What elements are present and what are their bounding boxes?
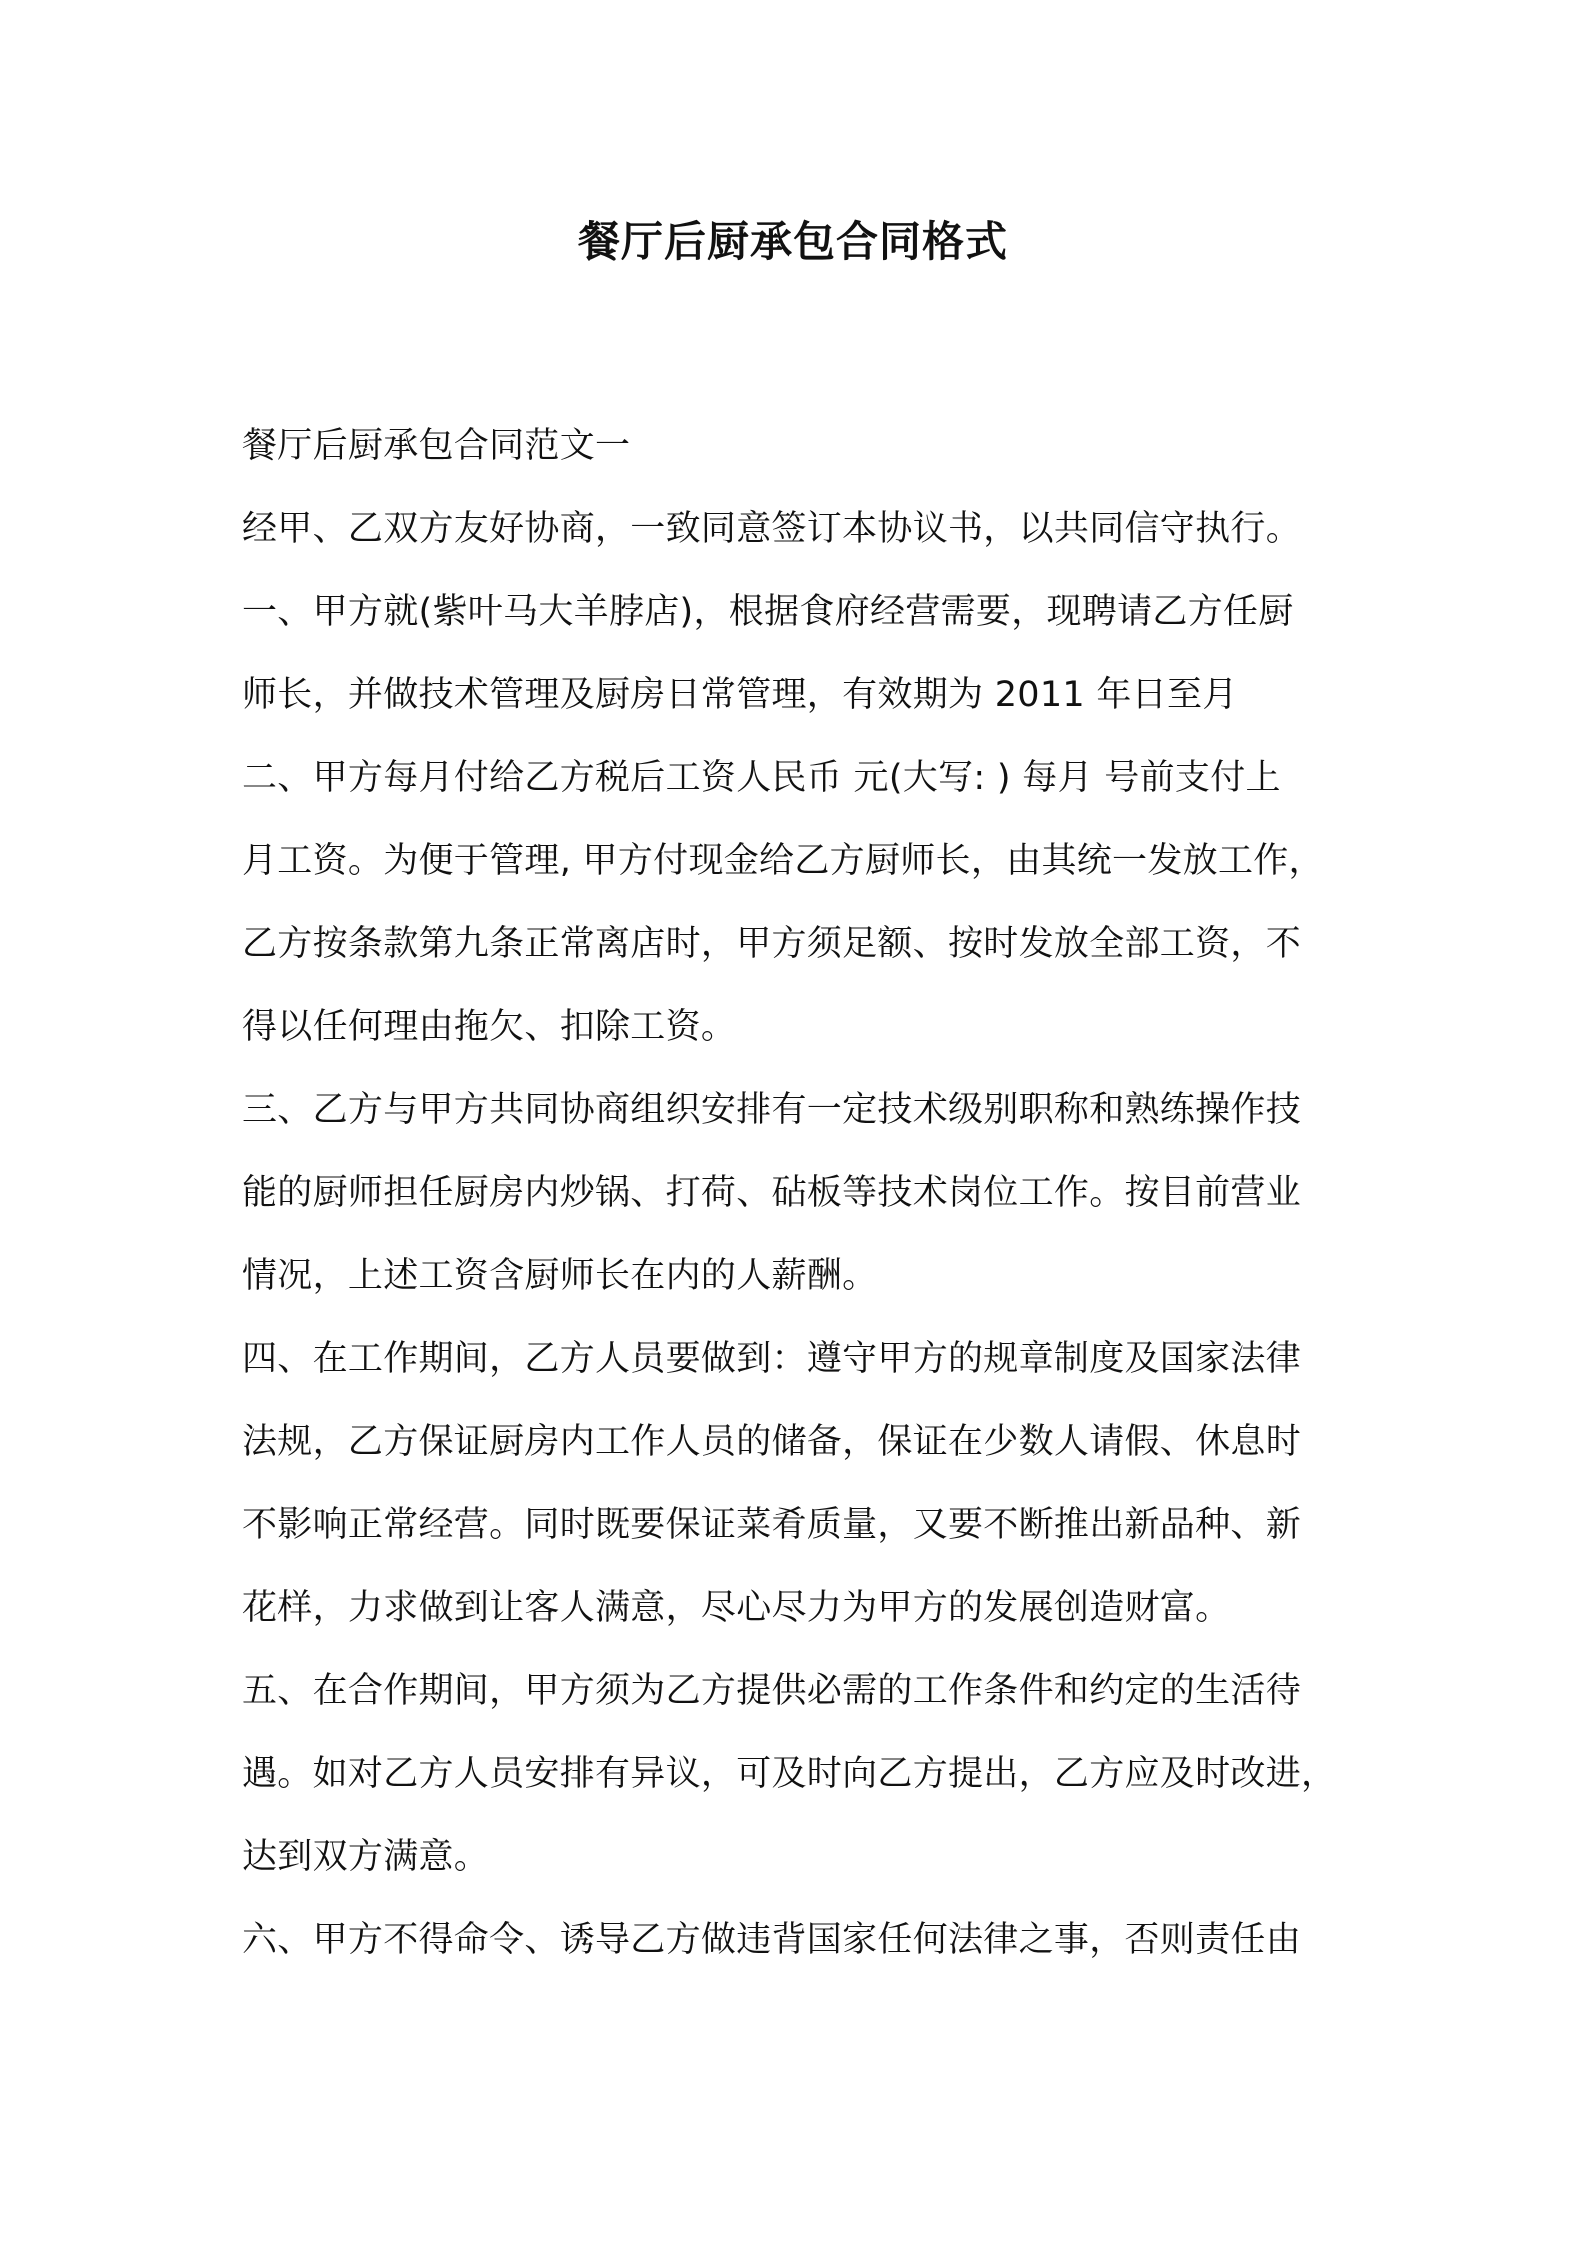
clause-3-line-2: 能的厨师担任厨房内炒锅、打荷、砧板等技术岗位工作。按目前营业 xyxy=(242,1173,1302,1213)
clause-3-line-3: 情况，上述工资含厨师长在内的人薪酬。 xyxy=(242,1256,878,1296)
clause-2-line-1: 二、甲方每月付给乙方税后工资人民币 元(大写: ) 每月 号前支付上 xyxy=(242,758,1281,798)
intro-line: 经甲、乙双方友好协商，一致同意签订本协议书，以共同信守执行。 xyxy=(242,509,1302,549)
clause-5-line-3: 达到双方满意。 xyxy=(242,1837,490,1877)
clause-1-line-1: 一、甲方就(紫叶马大羊脖店)，根据食府经营需要，现聘请乙方任厨 xyxy=(242,592,1294,632)
clause-1-line-2: 师长，并做技术管理及厨房日常管理，有效期为 2011 年日至月 xyxy=(242,675,1238,715)
clause-2-line-4: 得以任何理由拖欠、扣除工资。 xyxy=(242,1007,737,1047)
clause-5-line-1: 五、在合作期间，甲方须为乙方提供必需的工作条件和约定的生活待 xyxy=(242,1671,1302,1711)
clause-4-line-4: 花样，力求做到让客人满意，尽心尽力为甲方的发展创造财富。 xyxy=(242,1588,1231,1628)
clause-3-line-1: 三、乙方与甲方共同协商组织安排有一定技术级别职称和熟练操作技 xyxy=(242,1090,1302,1130)
clause-5-line-2: 遇。如对乙方人员安排有异议，可及时向乙方提出，乙方应及时改进， xyxy=(242,1754,1337,1794)
clause-2-line-2: 月工资。为便于管理, 甲方付现金给乙方厨师长，由其统一发放工作， xyxy=(242,841,1324,881)
document-body xyxy=(242,405,1357,1982)
clause-2-line-3: 乙方按条款第九条正常离店时，甲方须足额、按时发放全部工资，不 xyxy=(242,924,1302,964)
clause-6-line-1: 六、甲方不得命令、诱导乙方做违背国家任何法律之事，否则责任由 xyxy=(242,1920,1302,1960)
section-heading: 餐厅后厨承包合同范文一 xyxy=(242,426,631,466)
document-title: 餐厅后厨承包合同格式 xyxy=(577,217,1008,266)
clause-4-line-2: 法规，乙方保证厨房内工作人员的储备，保证在少数人请假、休息时 xyxy=(242,1422,1302,1462)
clause-4-line-3: 不影响正常经营。同时既要保证菜肴质量，又要不断推出新品种、新 xyxy=(242,1505,1302,1545)
clause-4-line-1: 四、在工作期间，乙方人员要做到：遵守甲方的规章制度及国家法律 xyxy=(242,1339,1302,1379)
